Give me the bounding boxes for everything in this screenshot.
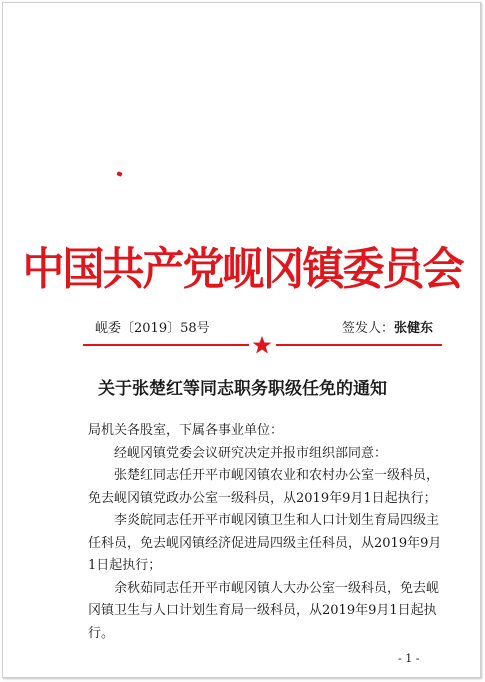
red-divider-right xyxy=(276,344,442,346)
document-number: 岘委〔2019〕58号 xyxy=(95,321,210,336)
body-paragraph: 余秋茹同志任开平市岘冈镇人大办公室一级科员，免去岘冈镇卫生与人口计划生育局一级科员，从2019年9月1日起执行。 xyxy=(88,580,440,641)
org-title: 中国共产党岘冈镇委员会 xyxy=(22,242,463,295)
red-divider-left xyxy=(83,344,249,346)
issuer xyxy=(342,317,433,336)
body-paragraph: 张楚红同志任开平市岘冈镇农业和农村办公室一级科员，免去岘冈镇党政办公室一级科员，从2019年9月1日起执行； xyxy=(88,468,440,506)
body-paragraph: 李炎皖同志任开平市岘冈镇卫生和人口计划生育局四级主任科员，免去岘冈镇经济促进局四级主任科员，从2019年9月1日起执行； xyxy=(88,513,442,573)
red-star-icon xyxy=(252,335,272,355)
notice-body xyxy=(88,420,443,645)
notice-title: 关于张楚红等同志职务职级任免的通知 xyxy=(98,379,387,399)
page-number: - 1 - xyxy=(398,652,420,665)
issuer-label: 签发人： xyxy=(342,321,395,336)
issuer-name: 张健东 xyxy=(394,321,434,336)
salutation: 局机关各股室，下属各事业单位： xyxy=(88,423,284,438)
body-paragraph: 经岘冈镇党委会议研究决定并报市组织部同意： xyxy=(114,445,388,461)
